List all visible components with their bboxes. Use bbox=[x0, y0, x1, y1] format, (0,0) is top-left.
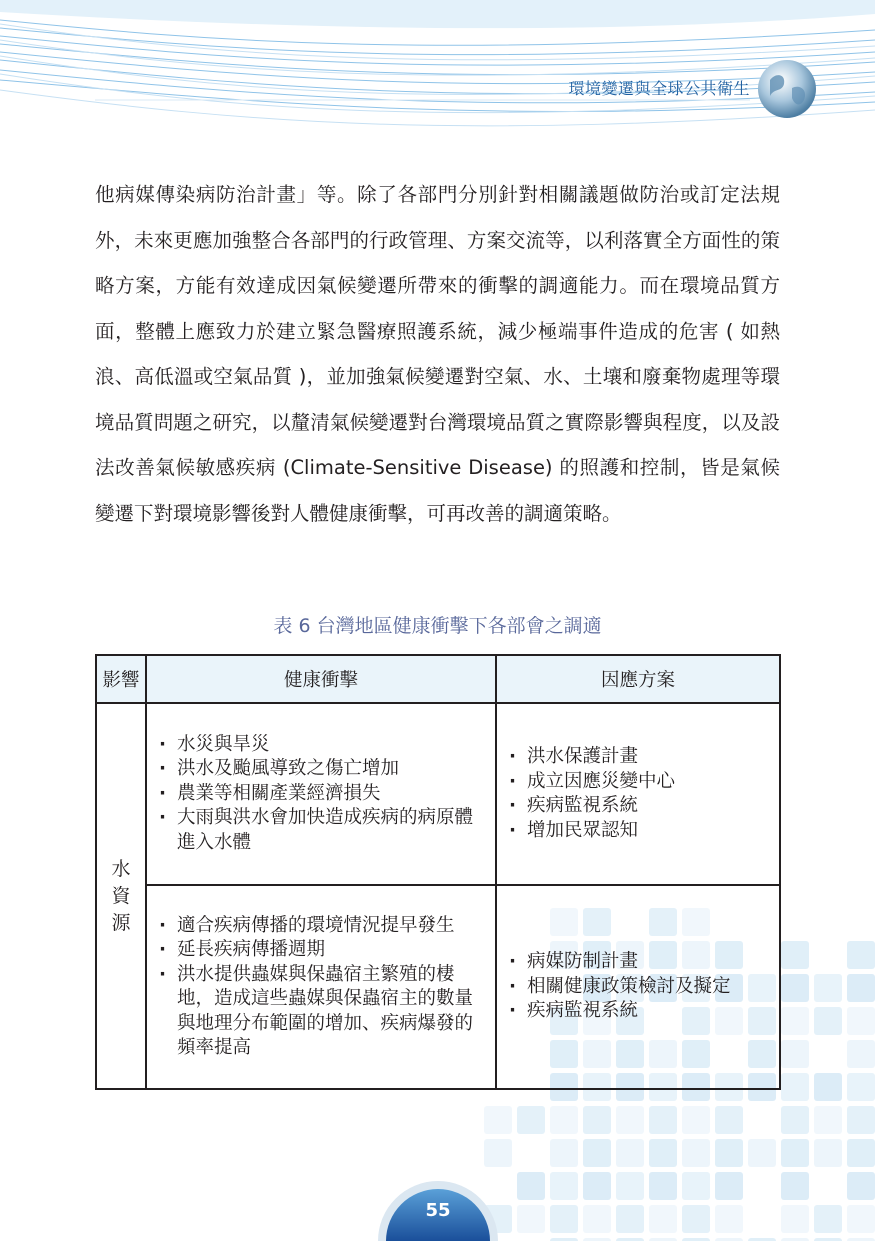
deco-tile bbox=[781, 1172, 809, 1200]
deco-tile bbox=[484, 1139, 512, 1167]
deco-tile bbox=[847, 1073, 875, 1101]
deco-tile bbox=[715, 1172, 743, 1200]
header-impact: 影響 bbox=[96, 655, 146, 703]
table-caption: 表 6 台灣地區健康衝擊下各部會之調適 bbox=[273, 615, 602, 637]
body-paragraph-block bbox=[95, 172, 780, 536]
deco-tile bbox=[781, 1040, 809, 1068]
list-item: · 增加民眾認知 bbox=[507, 819, 771, 844]
deco-tile bbox=[781, 1139, 809, 1167]
deco-tile bbox=[616, 1139, 644, 1167]
table-header-row bbox=[96, 655, 780, 703]
impact-category-label: 水 資 源 bbox=[111, 857, 131, 934]
deco-tile bbox=[814, 1007, 842, 1035]
deco-tile bbox=[748, 1139, 776, 1167]
deco-tile bbox=[814, 1139, 842, 1167]
deco-tile bbox=[550, 1172, 578, 1200]
deco-tile bbox=[550, 1205, 578, 1233]
deco-tile bbox=[781, 1073, 809, 1101]
deco-tile bbox=[682, 1205, 710, 1233]
deco-tile bbox=[649, 1106, 677, 1134]
header-health-impact: 健康衝擊 bbox=[146, 655, 496, 703]
health-effects-cell bbox=[146, 885, 496, 1089]
body-paragraph: 他病媒傳染病防治計畫」等。除了各部門分別針對相關議題做防治或訂定法規外，未來更應加強整合各部門的行政管理、方案交流等，以利落實全方面性的策略方案，方能有效達成因氣候變遷所帶來的衝擊的調適能力。而在環境品質方面，整體上應致力於建立緊急醫療照護系統，減少極端事件造成的危害 ( 如熱浪、高低溫或空氣品質 )，並加強氣候變遷對空氣、水、土壤和廢棄物處理等環境品質問題之研究，以釐清氣候變遷對台灣環境品質之實際影響與程度，以及設法改善氣候敏感疾病 (Climate-Sensitive Disease) 的照護和控制，皆是氣候變遷下對環境影響後對人體健康衝擊，可再改善的調適策略。 bbox=[95, 183, 780, 525]
deco-tile bbox=[616, 1172, 644, 1200]
running-header-title: 環境變遷與全球公共衛生 bbox=[568, 79, 750, 98]
list-item: · 大雨與洪水會加快造成疾病的病原體進入水體 bbox=[157, 806, 487, 855]
deco-tile bbox=[550, 1106, 578, 1134]
adaptation-table bbox=[95, 654, 781, 1090]
deco-tile bbox=[517, 1205, 545, 1233]
list-item: · 病媒防制計畫 bbox=[507, 950, 771, 975]
health-effects-list bbox=[157, 733, 487, 856]
response-measures-cell bbox=[496, 885, 780, 1089]
deco-tile bbox=[682, 1172, 710, 1200]
list-item: · 洪水及颱風導致之傷亡增加 bbox=[157, 757, 487, 782]
deco-tile bbox=[484, 1106, 512, 1134]
deco-tile bbox=[814, 974, 842, 1002]
header-response-plan: 因應方案 bbox=[496, 655, 780, 703]
deco-tile bbox=[847, 1007, 875, 1035]
globe-icon bbox=[756, 58, 818, 120]
deco-tile bbox=[583, 1139, 611, 1167]
deco-tile bbox=[781, 1106, 809, 1134]
deco-tile bbox=[781, 1007, 809, 1035]
deco-tile bbox=[616, 1205, 644, 1233]
deco-tile bbox=[649, 1205, 677, 1233]
deco-tile bbox=[781, 1205, 809, 1233]
deco-tile bbox=[649, 1139, 677, 1167]
deco-tile bbox=[781, 974, 809, 1002]
health-effects-list bbox=[157, 914, 487, 1061]
deco-tile bbox=[649, 1172, 677, 1200]
response-measures-list bbox=[507, 950, 771, 1024]
deco-tile bbox=[550, 1139, 578, 1167]
deco-tile bbox=[847, 1139, 875, 1167]
list-item: · 水災與旱災 bbox=[157, 733, 487, 758]
list-item: · 延長疾病傳播週期 bbox=[157, 938, 487, 963]
deco-tile bbox=[847, 1205, 875, 1233]
list-item: · 洪水保護計畫 bbox=[507, 745, 771, 770]
table-row bbox=[96, 703, 780, 885]
deco-tile bbox=[583, 1205, 611, 1233]
deco-tile bbox=[715, 1205, 743, 1233]
deco-tile bbox=[847, 974, 875, 1002]
deco-tile bbox=[583, 1106, 611, 1134]
impact-category-cell bbox=[96, 703, 146, 1089]
list-item: · 適合疾病傳播的環境情況提早發生 bbox=[157, 914, 487, 939]
list-item: · 疾病監視系統 bbox=[507, 999, 771, 1024]
deco-tile bbox=[715, 1139, 743, 1167]
deco-tile bbox=[715, 1106, 743, 1134]
deco-tile bbox=[847, 1106, 875, 1134]
deco-tile bbox=[517, 1106, 545, 1134]
deco-tile bbox=[517, 1172, 545, 1200]
list-item: · 疾病監視系統 bbox=[507, 794, 771, 819]
deco-tile bbox=[616, 1106, 644, 1134]
response-measures-cell bbox=[496, 703, 780, 885]
health-effects-cell bbox=[146, 703, 496, 885]
deco-tile bbox=[814, 1073, 842, 1101]
list-item: · 成立因應災變中心 bbox=[507, 770, 771, 795]
deco-tile bbox=[583, 1172, 611, 1200]
response-measures-list bbox=[507, 745, 771, 843]
deco-tile bbox=[781, 941, 809, 969]
deco-tile bbox=[847, 941, 875, 969]
deco-tile bbox=[847, 1040, 875, 1068]
list-item: · 洪水提供蟲媒與保蟲宿主繁殖的棲地，造成這些蟲媒與保蟲宿主的數量與地理分布範圍的增加、疾病爆發的頻率提高 bbox=[157, 963, 487, 1061]
deco-tile bbox=[814, 1106, 842, 1134]
deco-tile bbox=[814, 1205, 842, 1233]
table-row bbox=[96, 885, 780, 1089]
deco-tile bbox=[682, 1106, 710, 1134]
list-item: · 相關健康政策檢討及擬定 bbox=[507, 975, 771, 1000]
page-number: 55 bbox=[425, 1200, 451, 1221]
list-item: · 農業等相關產業經濟損失 bbox=[157, 782, 487, 807]
deco-tile bbox=[682, 1139, 710, 1167]
deco-tile bbox=[847, 1172, 875, 1200]
